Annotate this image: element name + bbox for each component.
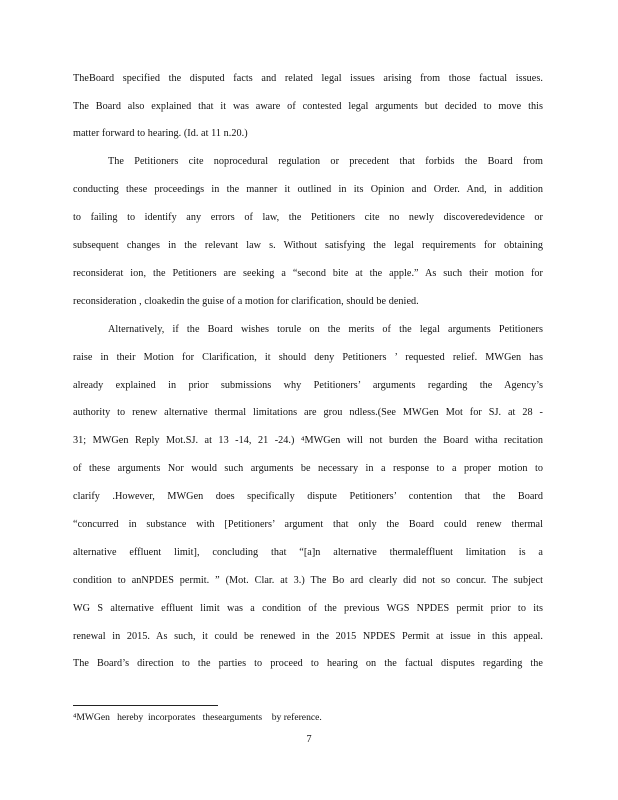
body-line: conducting these proceedings in the manner it outlined in its Opinion and Order. And, in addition xyxy=(73,184,543,195)
body-line: “concurred in substance with [Petitioners’ argument that only the Board could renew thermal xyxy=(73,519,543,530)
body-line: alternative effluent limit], concluding that “[a]n alternative thermaleffluent limitation is a xyxy=(73,547,543,558)
body-line: of these arguments Nor would such arguments be necessary in a response to a proper motion to xyxy=(73,463,543,474)
page-number: 7 xyxy=(306,734,312,745)
body-line: renewal in 2015. As such, it could be renewed in the 2015 NPDES Permit at issue in this appeal. xyxy=(73,631,543,642)
body-line: 31; MWGen Reply Mot.SJ. at 13 -14, 21 -24.) ⁴MWGen will not burden the Board witha recitation xyxy=(73,435,543,446)
body-line: raise in their Motion for Clarification, it should deny Petitioners ’ requested relief. MWGen has xyxy=(73,352,543,363)
body-line: Alternatively, if the Board wishes torule on the merits of the legal arguments Petitioners xyxy=(108,324,543,335)
body-line: to failing to identify any errors of law, the Petitioners cite no newly discoveredevidence or xyxy=(73,212,543,223)
body-line: The Board also explained that it was aware of contested legal arguments but decided to move this xyxy=(73,101,543,112)
body-line: TheBoard specified the disputed facts and related legal issues arising from those factual issues. xyxy=(73,73,543,84)
body-line: The Board’s direction to the parties to proceed to hearing on the factual disputes regarding the xyxy=(73,658,543,669)
body-line: authority to renew alternative thermal limitations are grou ndless.(See MWGen Mot for SJ. at 28 - xyxy=(73,407,543,418)
body-line: condition to anNPDES permit. ” (Mot. Clar. at 3.) The Bo ard clearly did not so concur. The subject xyxy=(73,575,543,586)
footnote: ⁴MWGen hereby incorporates thesearguments by reference. xyxy=(73,712,322,723)
body-line: reconsideration , cloakedin the guise of a motion for clarification, should be denied. xyxy=(73,296,419,307)
body-line: subsequent changes in the relevant law s. Without satisfying the legal requirements for obtaining xyxy=(73,240,543,251)
body-line: The Petitioners cite noprocedural regulation or precedent that forbids the Board from xyxy=(108,156,543,167)
body-line: matter forward to hearing. (Id. at 11 n.20.) xyxy=(73,128,248,139)
body-line: already explained in prior submissions why Petitioners’ arguments regarding the Agency’s xyxy=(73,380,543,391)
body-line: clarify .However, MWGen does specifically dispute Petitioners’ contention that the Board xyxy=(73,491,543,502)
footnote-divider xyxy=(73,705,218,706)
body-line: WG S alternative effluent limit was a condition of the previous WGS NPDES permit prior to its xyxy=(73,603,543,614)
body-line: reconsiderat ion, the Petitioners are seeking a “second bite at the apple.” As such their motion for xyxy=(73,268,543,279)
